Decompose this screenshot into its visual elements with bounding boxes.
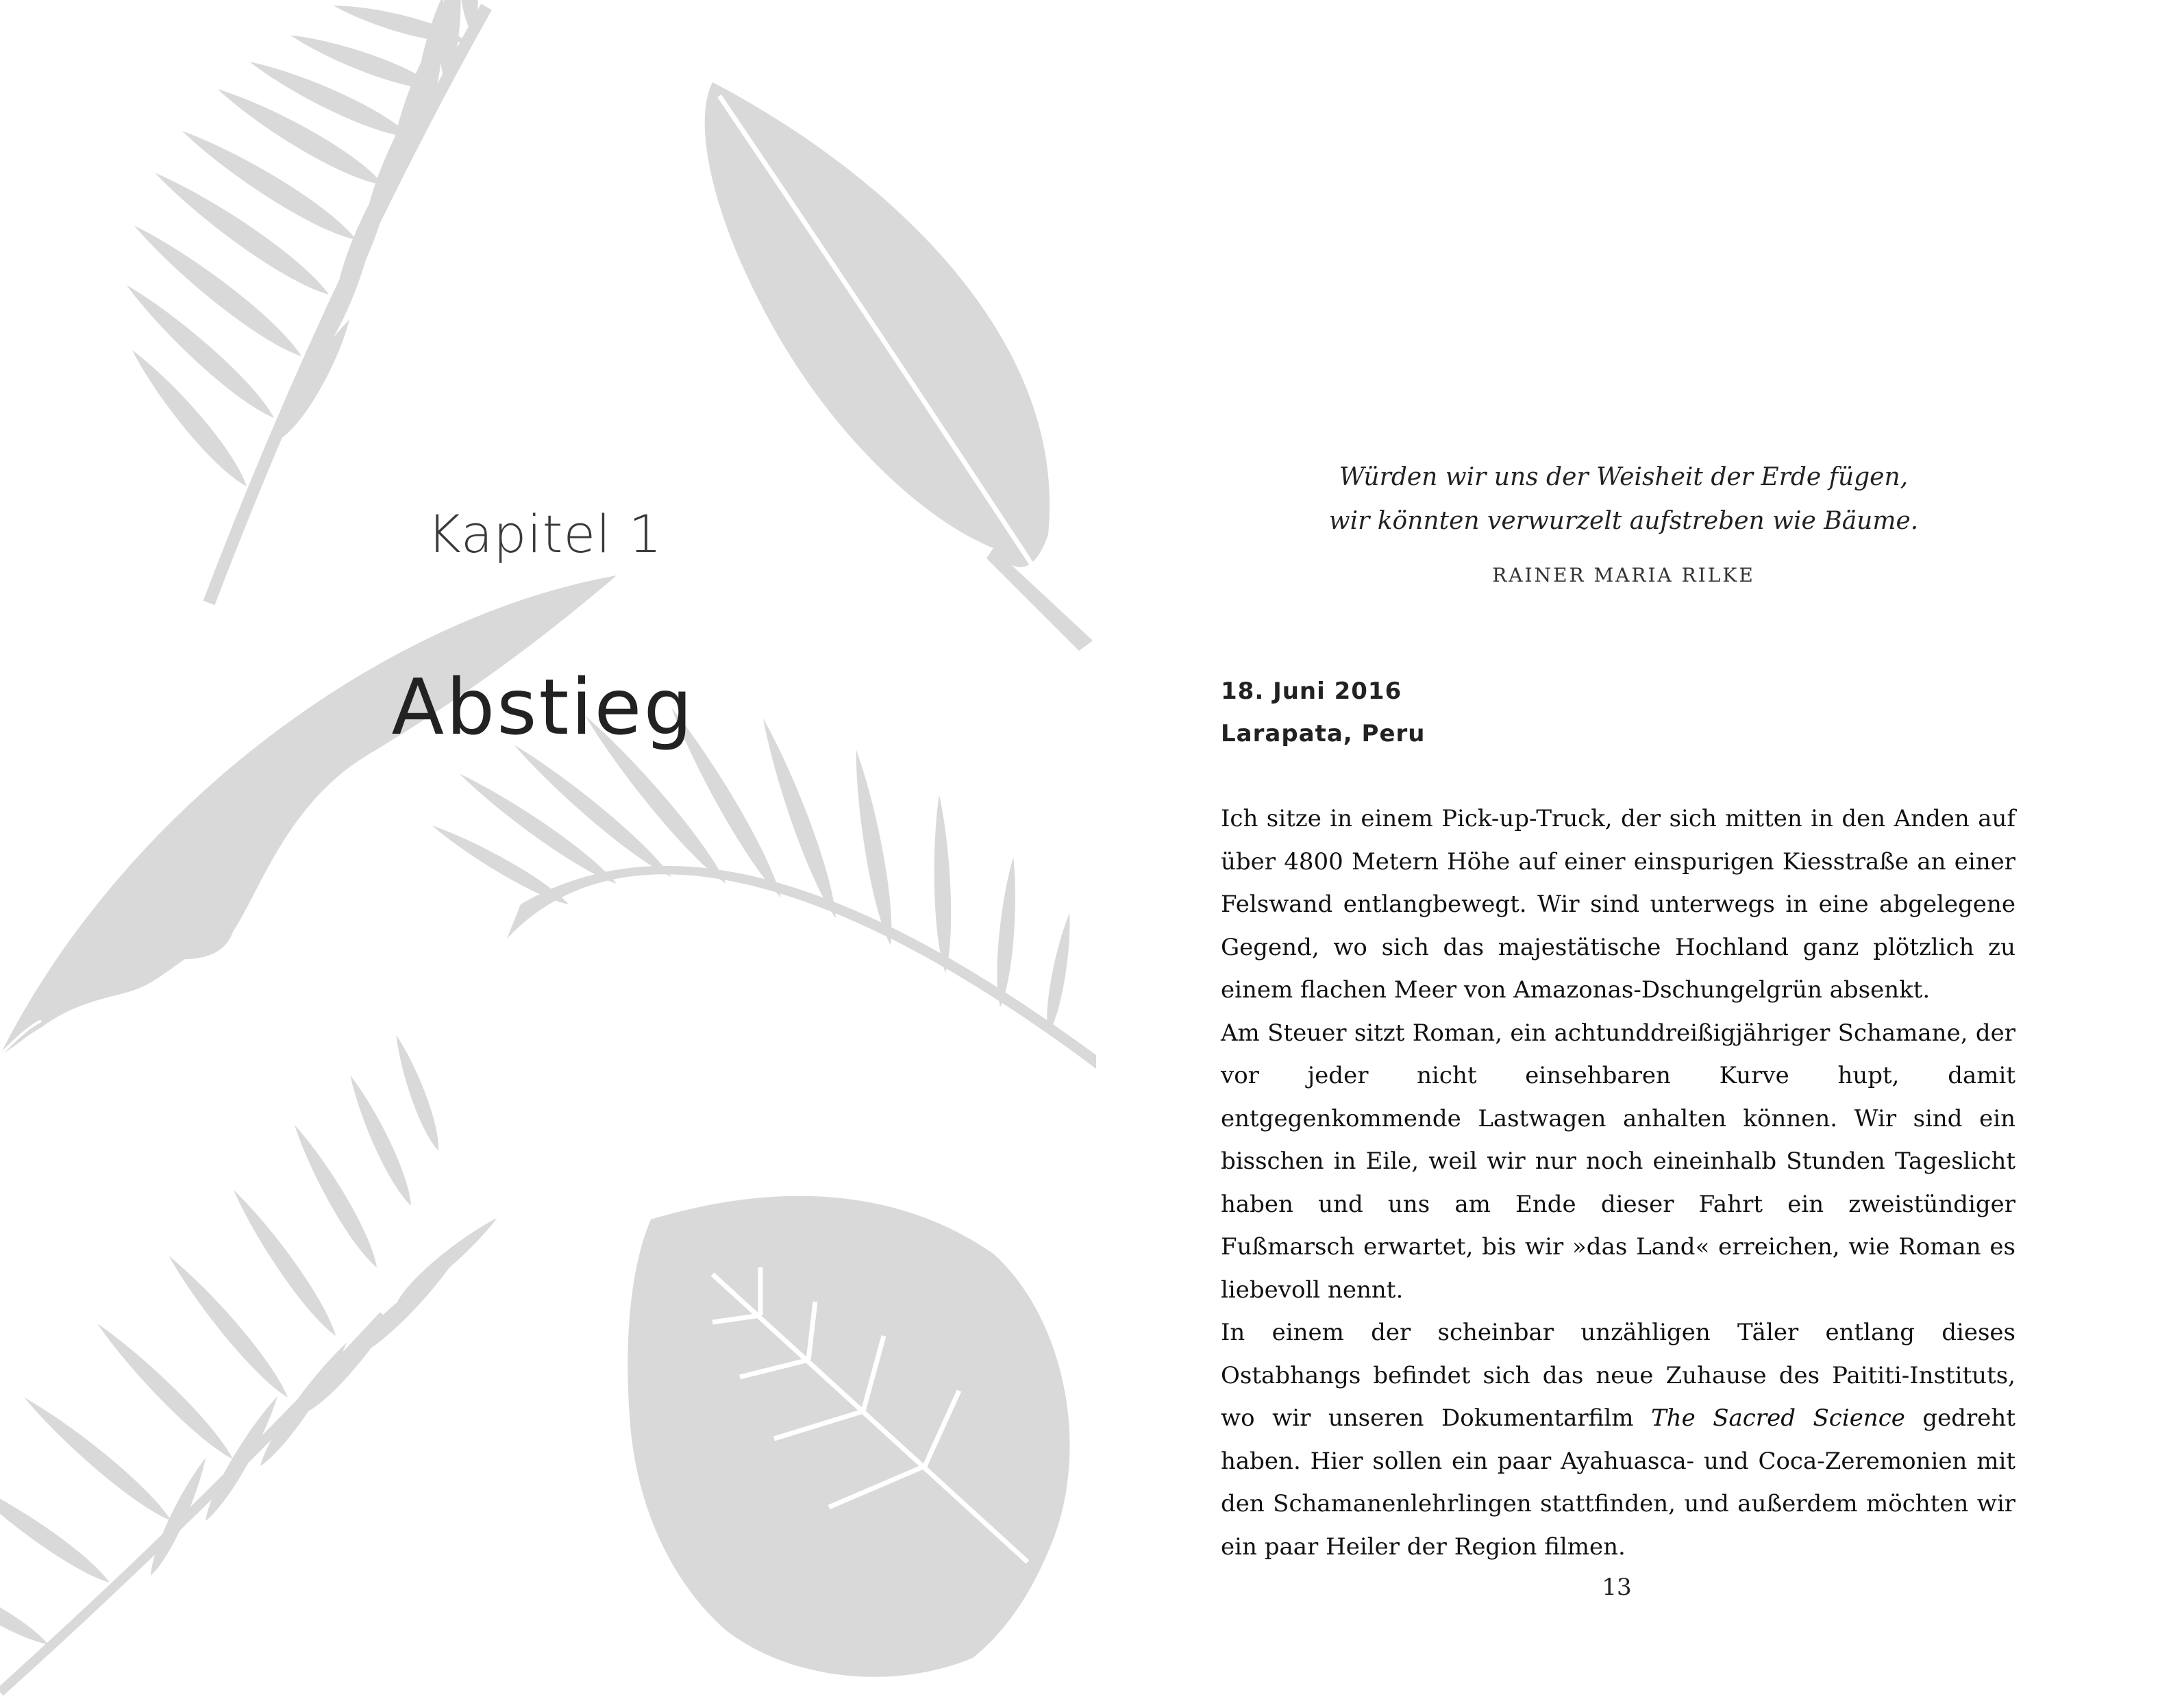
banana-leaf-icon — [705, 82, 1093, 651]
epigraph-line-1: Würden wir uns der Weisheit der Erde fügen, — [1339, 463, 1909, 491]
paragraph-text: Am Steuer sitzt Roman, ein achtunddreißigjähriger Schamane, der vor jeder nicht einsehbaren Kurve hupt, damit entgegenkommende Lastwagen anhalten können. Wir sind ein bisschen in Eile, weil wir nur noch eineinhalb Stunden Tageslicht haben und uns am Ende dieser Fahrt ein zweistündiger Fußmarsch erwartet, bis wir »das Land« erreichen, wie Roman es liebevoll nennt. — [1221, 1019, 2015, 1304]
page-number: 13 — [1602, 1574, 1632, 1601]
paragraph-text: gedreht haben. Hier sollen ein paar Ayahuasca- und Coca-Zeremonien mit den Schamanenlehrlingen stattfinden, und außerdem möchten wir ein paar Heiler der Region filmen. — [1221, 1404, 2015, 1561]
fern-leaf-icon — [0, 1032, 501, 1692]
film-title: The Sacred Science — [1651, 1404, 1905, 1432]
dateline-date: 18. Juni 2016 — [1221, 678, 1402, 705]
epigraph-author: RAINER MARIA RILKE — [1492, 564, 1755, 586]
chapter-label-text: Kapitel 1 — [427, 504, 662, 565]
chapter-label — [0, 504, 1096, 565]
dateline-place: Larapata, Peru — [1221, 720, 1426, 747]
palm-leaf-icon — [428, 704, 1096, 1069]
paragraph: Ich sitze in einem Pick-up-Truck, der sich mitten in den Anden auf über 4800 Metern Höhe auf einer einspurigen Kiesstraße an einer Felswand entlangbewegt. Wir sind unterwegs in eine abgelegene Gegend, wo sich das majestätische Hochland ganz plötzlich zu einem flachen Meer von Amazonas-Dschungelgrün absenkt. — [1221, 805, 2015, 1004]
epigraph — [1247, 456, 2000, 543]
chapter-title-text: Abstieg — [391, 663, 695, 752]
monstera-leaf-icon — [628, 1196, 1069, 1677]
paragraph — [1221, 1311, 2015, 1568]
paragraph — [1221, 1012, 2015, 1312]
epigraph-line-2: wir könnten verwurzelt aufstreben wie Bäume. — [1328, 507, 1919, 535]
dateline — [1221, 670, 1426, 755]
body-text — [1221, 797, 2015, 1568]
paragraph-text: In einem der scheinbar unzähligen Täler entlang dieses Ostabhangs befindet sich das neue Zuhause des Paititi-Instituts, wo wir unseren Dokumentarfilm — [1221, 1319, 2015, 1432]
chapter-title — [0, 663, 1096, 752]
